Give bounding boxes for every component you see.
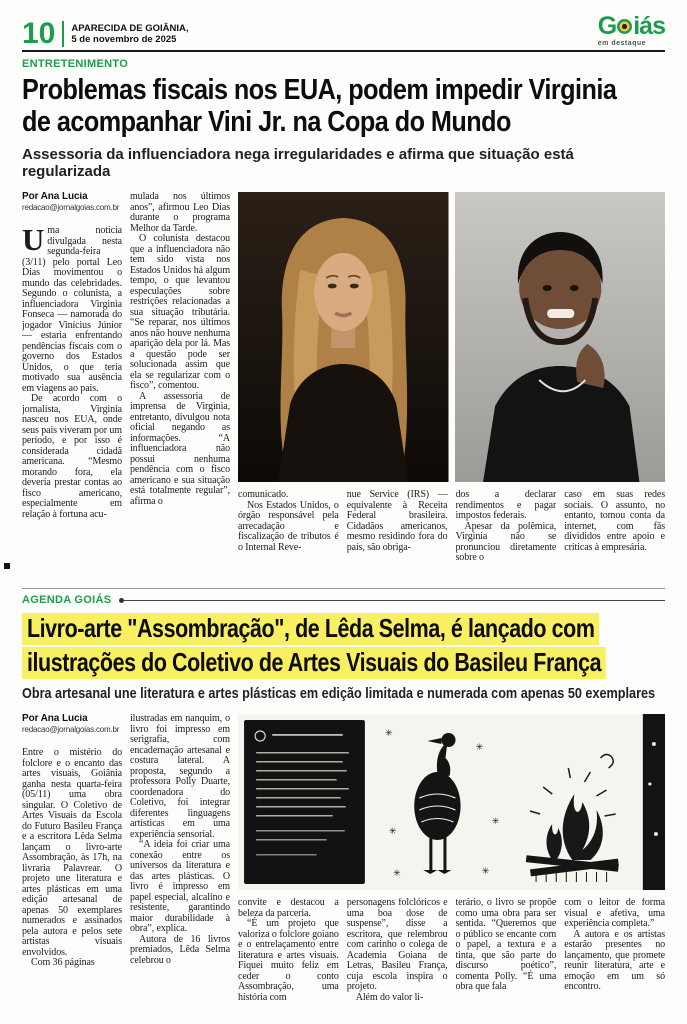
paragraph: Apesar da polêmica, Virginia não se pronunciou diretamente sobre o xyxy=(455,520,557,563)
vinicius-junior-photo xyxy=(455,192,666,482)
logo-subtitle: em destaque xyxy=(597,40,647,47)
svg-text:✳: ✳ xyxy=(481,867,490,877)
paragraph: nue Service (IRS) — equivalente à Receita Federal brasileira. Cidadãos americanos, mesmo residindo fora do país, são obriga- xyxy=(346,490,448,553)
article1-column-5 xyxy=(456,490,557,580)
article2-body xyxy=(22,714,665,1024)
paragraph: terário, o livro se propõe como uma obra para ser sentida. “Queremos que o público se encante com o papel, a textura e a tinta, que são parte do discurso poético”, comenta Polly. “É uma obra que fala xyxy=(455,898,557,992)
vinicius-portrait-image xyxy=(455,192,666,482)
paragraph: “A ideia foi criar uma conexão entre os universos da literatura e das artes plásticas. O livro é impresso em papel especial, alcalino e resistente, garantindo maior durabilidade à obra”, explica. xyxy=(130,839,230,934)
paragraph: Livro-arte "Assombração", de Lêda Selma, é lançado com xyxy=(22,613,599,645)
byline-author: Por Ana Lucia xyxy=(22,192,88,202)
svg-text:✳: ✳ xyxy=(389,827,397,837)
article2-column-4 xyxy=(347,898,448,1024)
paragraph: Com 36 páginas xyxy=(31,957,95,968)
logo-o-icon xyxy=(617,19,632,34)
article1-column-4 xyxy=(347,490,448,580)
page-header xyxy=(22,12,665,50)
article1-body xyxy=(22,192,665,580)
article1-column-6 xyxy=(564,490,665,580)
svg-text:✳: ✳ xyxy=(491,817,500,827)
dateline-city: APARECIDA DE GOIÂNIA, xyxy=(71,23,189,34)
byline-author: Por Ana Lucia xyxy=(22,714,88,724)
article2-headline xyxy=(22,613,665,679)
paragraph: com o leitor de forma visual e afetiva, uma experiência completa.” xyxy=(564,898,665,929)
byline xyxy=(22,192,122,213)
section-rule xyxy=(121,600,665,601)
svg-text:✳: ✳ xyxy=(393,869,401,879)
paragraph: Uma noticia divulgada nesta segunda-feira (3/11) pelo portal Leo Dias movimentou o mundo das celebridades. Segundo o colunista, a influenciadora Virginia Fonseca — namorada do jogador Vinícius Júnior — estaria enfrentando pendências fiscais com o governo dos Estados Unidos, o que teria motivado sua ausência em viagens ao país. xyxy=(22,222,122,394)
paragraph: ilustradas em nanquim, o livro foi impresso em serigrafia, com encadernação artesanal e costura lateral. A proposta, segundo a professora Polly Duarte, coordenadora do Coletivo, foi integrar diferentes linguagens artísticas em uma experiência sensorial. xyxy=(130,714,230,840)
section-label-agenda-goias: AGENDA GOIÁS xyxy=(22,594,112,606)
paragraph: De acordo com o jornalista, Virginia nasceu nos EUA, onde seus pais viveram por um período, e por isso é considerada cidadã americana. “Mesmo morando fora, ela deveria prestar contas ao fisco americano, especialmente em relação à fortuna acu- xyxy=(22,393,122,520)
paragraph: A autora e os artistas estarão presentes no lançamento, que promete reunir literatura, arte e emoção em um só encontro. xyxy=(564,928,665,992)
article2-deck: Obra artesanal une literatura e artes plásticas em edição limitada e numerada com apenas 50 exemplares xyxy=(22,685,656,702)
byline xyxy=(22,714,122,735)
print-registration-mark xyxy=(4,563,10,569)
section-label-entretenimento: ENTRETENIMENTO xyxy=(22,58,129,70)
newspaper-logo xyxy=(598,14,665,48)
paragraph: “É um projeto que valoriza o folclore goiano e o entrelaçamento entre literatura e artes visuais. Fiquei muito feliz em ceder o conto Assombração, uma história com xyxy=(238,918,339,1003)
paragraph: Nos Estados Unidos, o órgão responsável pela arrecadação e fiscalização de tributos é o Internal Reve- xyxy=(238,499,339,553)
assombracao-artwork xyxy=(238,714,665,890)
paragraph: ilustrações do Coletivo de Artes Visuais do Basileu França xyxy=(22,647,606,679)
paragraph: mulada nos últimos anos”, afirmou Leo Dias durante o programa Melhor da Tarde. xyxy=(130,192,230,234)
paragraph: dos a declarar rendimentos e pagar impostos federais. xyxy=(455,490,557,521)
article2-column-2 xyxy=(130,714,230,1024)
paragraph: Problemas fiscais nos EUA, podem impedir Virginia xyxy=(22,74,617,106)
article2-lower-columns xyxy=(238,898,665,1024)
paragraph: A assessoria de imprensa de Virginia, entretanto, divulgou nota oficial negando as informações. “A influenciadora não possui nenhuma pendência com o fisco americano e sua situação está totalmente regular”, afirma o xyxy=(130,390,230,507)
article2-column-5 xyxy=(456,898,557,1024)
article2-column-1 xyxy=(22,714,122,1024)
paragraph: Além do valor li- xyxy=(355,991,424,1003)
paragraph: de acompanhar Vini Jr. na Copa do Mundo xyxy=(22,106,511,138)
article1-deck: Assessoria da influenciadora nega irregularidades e afirma que situação está regularizada xyxy=(22,146,574,180)
article1-column-1 xyxy=(22,192,122,580)
article2-column-3 xyxy=(238,898,339,1024)
virginia-fonseca-photo xyxy=(238,192,449,482)
dateline-date: 5 de novembro de 2025 xyxy=(71,34,177,45)
page-number: 10 xyxy=(22,17,56,50)
paragraph: comunicado. xyxy=(238,490,289,500)
article1-column-2 xyxy=(130,192,230,580)
paragraph: Autora de 16 livros premiados, Lêda Selma celebrou o xyxy=(130,933,230,966)
article1-column-3 xyxy=(238,490,339,580)
article1-lower-columns xyxy=(238,490,665,580)
paragraph: personagens folclóricos e uma boa dose de suspense”, disse a escritora, que relembrou com carinho o colega de Academia Goiana de Letras, Basileu França, cuja escola inspira o projeto. xyxy=(346,898,448,992)
svg-text:✳: ✳ xyxy=(385,729,393,739)
logo-text-prefix: G xyxy=(597,12,617,40)
article1-photos xyxy=(238,192,665,482)
svg-text:✳: ✳ xyxy=(475,743,484,753)
header-separator xyxy=(62,21,64,47)
paragraph: convite e destacou a beleza da parceria. xyxy=(238,898,339,919)
dateline xyxy=(71,23,188,45)
logo-text-suffix: iás xyxy=(633,12,665,40)
virginia-portrait-image xyxy=(238,192,449,482)
header-rule xyxy=(22,50,665,52)
article2-column-6 xyxy=(564,898,665,1024)
section-divider xyxy=(22,588,665,589)
article1-headline xyxy=(22,74,665,138)
woodcut-illustration-image xyxy=(238,714,665,890)
paragraph: caso em suas redes sociais. O assunto, no entanto, tomou conta da internet, com fãs divididos entre apoio e críticas à empresária. xyxy=(564,490,665,553)
paragraph: O colunista destacou que a influenciadora não tem sido vista nos Estados Unidos há algum tempo, o que levantou especulações sobre restrições relacionadas a sua situação tributária. “Se reparar, nos últimos anos não houve nenhuma aparição dela por lá. Mas a questão pode ser solucionada assim que ela se regularizar com o fisco”, comentou. xyxy=(130,233,230,391)
byline-email: redacao@jornalgoias.com.br xyxy=(22,724,120,734)
byline-email: redacao@jornalgoias.com.br xyxy=(22,202,120,212)
paragraph: Entre o mistério do folclore e o encanto das artes visuais, Goiânia ganha nesta quarta-feira (05/11) uma obra singular. O Coletivo de Artes Visuais da Escola do Futuro Basileu França e a escritora Lêda Selma lançam o livro-arte Assombração, às 17h, na livraria Palavrear. O projeto une literatura e artes plásticas em uma edição artesanal de apenas 50 exemplares numerados e assinados pela autora e pelos sete artistas visuais envolvidos. xyxy=(22,747,122,958)
